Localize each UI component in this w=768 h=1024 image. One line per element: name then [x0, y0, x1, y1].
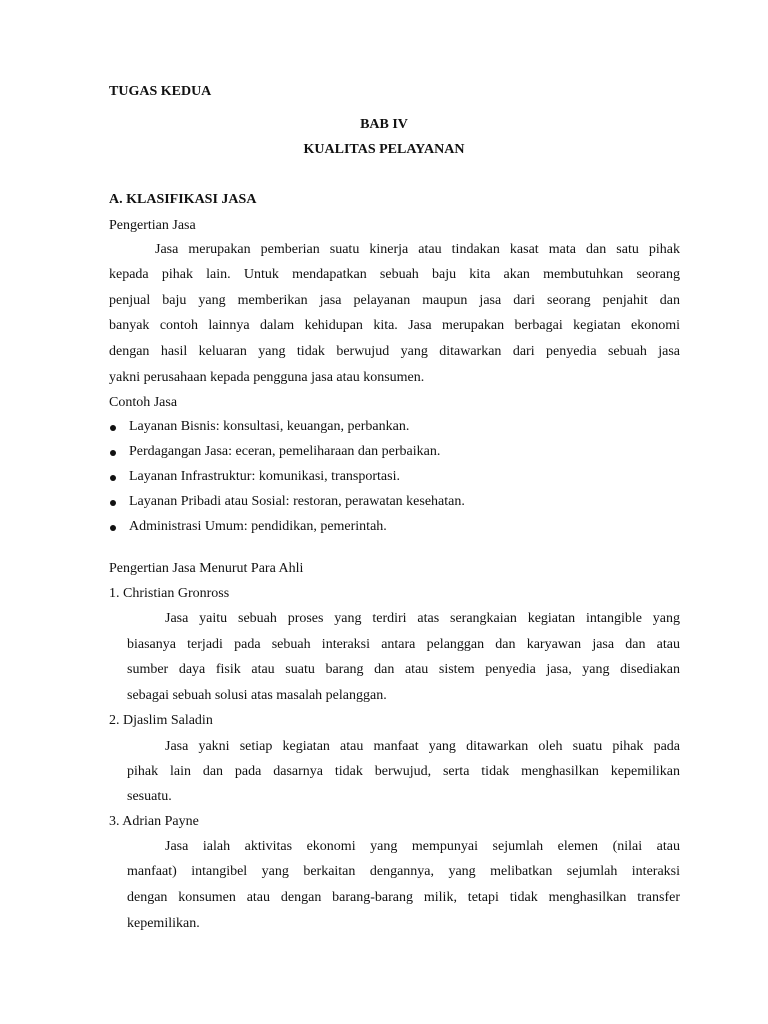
bullet-icon — [110, 450, 116, 456]
paragraph-line: Jasa merupakan pemberian suatu kinerja atau tindakan kasat mata dan satu pihak — [155, 242, 680, 257]
paragraph-line: kepada pihak lain. Untuk mendapatkan sebuah baju kita akan membutuhkan seorang — [109, 267, 680, 282]
paragraph-line: banyak contoh lainnya dalam kehidupan kita. Jasa merupakan berbagai kegiatan ekonomi — [109, 318, 680, 333]
chapter-number: BAB IV — [360, 117, 408, 132]
paragraph-line: penjual baju yang memberikan jasa pelayanan maupun jasa dari seorang penjahit dan — [109, 293, 680, 308]
expert-title: 3. Adrian Payne — [109, 814, 199, 829]
subheading-contoh-jasa: Contoh Jasa — [109, 395, 178, 410]
bullet-icon — [110, 500, 116, 506]
expert-line: sesuatu. — [127, 789, 172, 804]
expert-title: 1. Christian Gronross — [109, 586, 230, 601]
bullet-icon — [110, 525, 116, 531]
experts-heading: Pengertian Jasa Menurut Para Ahli — [109, 561, 304, 576]
expert-line: sumber daya fisik atau suatu barang dan atau sistem penyedia jasa, yang disediakan — [127, 662, 680, 677]
section-a-heading: A. KLASIFIKASI JASA — [109, 192, 257, 207]
expert-line: dengan konsumen atau dengan barang-barang milik, tetapi tidak menghasilkan transfer — [127, 890, 680, 905]
list-item: Perdagangan Jasa: eceran, pemeliharaan dan perbaikan. — [129, 444, 441, 459]
list-item: Layanan Pribadi atau Sosial: restoran, perawatan kesehatan. — [129, 494, 465, 509]
bullet-icon — [110, 425, 116, 431]
expert-line: pihak lain dan pada dasarnya tidak berwujud, serta tidak menghasilkan kepemilikan — [127, 764, 680, 779]
expert-line: manfaat) intangibel yang berkaitan dengannya, yang melibatkan sejumlah interaksi — [127, 864, 680, 879]
expert-line: Jasa ialah aktivitas ekonomi yang mempunyai sejumlah elemen (nilai atau — [165, 839, 680, 854]
list-item: Layanan Infrastruktur: komunikasi, transportasi. — [129, 469, 400, 484]
subheading-pengertian-jasa: Pengertian Jasa — [109, 218, 196, 233]
bullet-icon — [110, 475, 116, 481]
list-item: Administrasi Umum: pendidikan, pemerintah. — [129, 519, 387, 534]
expert-line: kepemilikan. — [127, 916, 200, 931]
expert-title: 2. Djaslim Saladin — [109, 713, 213, 728]
paragraph-line: yakni perusahaan kepada pengguna jasa atau konsumen. — [109, 370, 425, 385]
assignment-title: TUGAS KEDUA — [109, 84, 212, 99]
expert-line: Jasa yaitu sebuah proses yang terdiri atas serangkaian kegiatan intangible yang — [165, 611, 680, 626]
list-item: Layanan Bisnis: konsultasi, keuangan, perbankan. — [129, 419, 410, 434]
paragraph-line: dengan hasil keluaran yang tidak berwujud yang ditawarkan dari penyedia sebuah jasa — [109, 344, 680, 359]
expert-line: sebagai sebuah solusi atas masalah pelanggan. — [127, 688, 387, 703]
chapter-title: KUALITAS PELAYANAN — [303, 142, 465, 157]
expert-line: Jasa yakni setiap kegiatan atau manfaat yang ditawarkan oleh suatu pihak pada — [165, 739, 680, 754]
expert-line: biasanya terjadi pada sebuah interaksi antara pelanggan dan karyawan jasa dan atau — [127, 637, 680, 652]
